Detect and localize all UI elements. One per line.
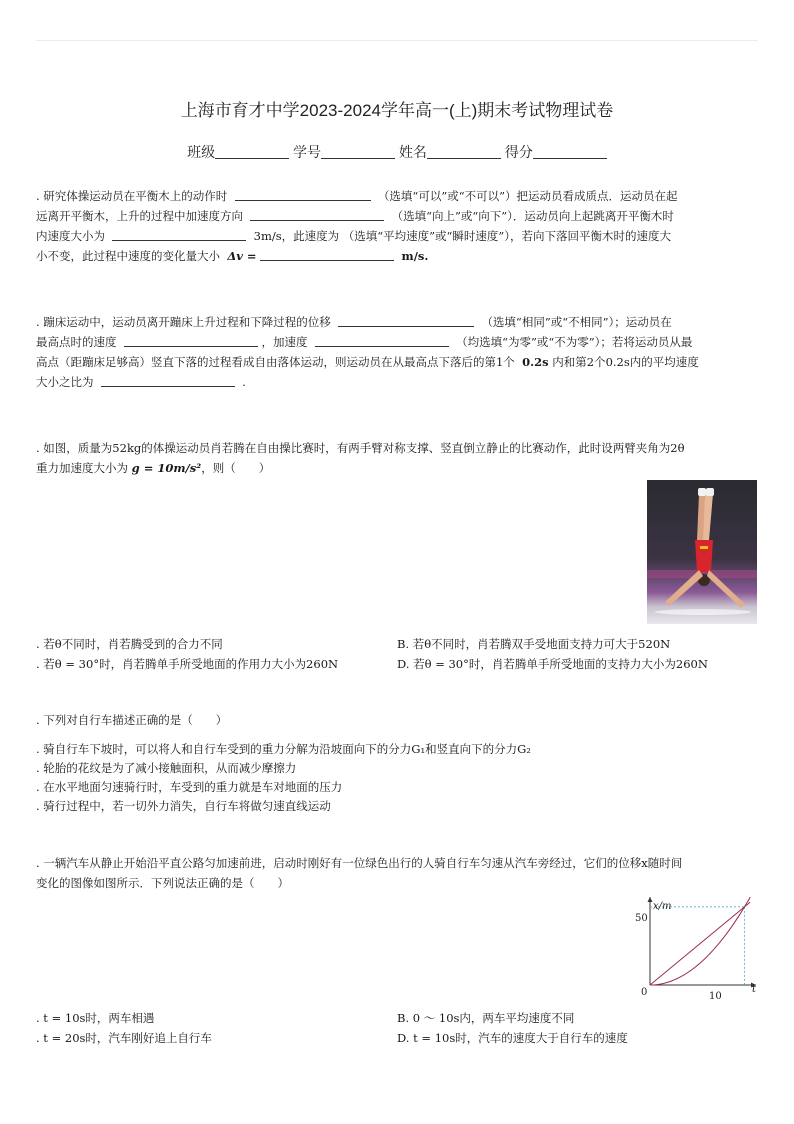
q5-line-1: . 一辆汽车从静止开始沿平直公路匀加速前进，启动时刚好有一位绿色出行的人骑自行车匀速从汽车旁经过，它们的位移x随时间: [36, 856, 683, 870]
graph-x-tick-10: 10: [709, 991, 722, 1002]
q1-line-3: 内速度大小为 3m/s，此速度为 （选填“平均速度”或“瞬时速度”），若向下落回平衡木时的速度大: [36, 229, 672, 243]
page-title: 上海市育才中学2023-2024学年高一(上)期末考试物理试卷: [180, 101, 614, 120]
q2-line-2: 最高点时的速度 ，加速度 （均选填“为零”或“不为零”）；若将运动员从最: [36, 335, 693, 349]
q3-option-b[interactable]: B. 若θ不同时，肖若腾双手受地面支持力可大于520N: [397, 637, 671, 651]
q4-option-a[interactable]: . 骑自行车下坡时，可以将人和自行车受到的重力分解为沿坡面向下的分力G₁和竖直向下的分力G₂: [36, 742, 531, 756]
q5-line-2: 变化的图像如图所示．下列说法正确的是（ ）: [36, 876, 289, 890]
graph-x-label: t: [752, 984, 757, 995]
student-info-line: [0, 142, 794, 162]
score-field[interactable]: [533, 144, 607, 159]
q2-blank-3[interactable]: [315, 334, 449, 347]
header-rule: [36, 40, 758, 41]
q4-option-d[interactable]: . 骑行过程中，若一切外力消失，自行车将做匀速直线运动: [36, 799, 331, 813]
q4-option-c[interactable]: . 在水平地面匀速骑行时，车受到的重力就是车对地面的压力: [36, 780, 343, 794]
q3-line-2: 重力加速度大小为 g = 10m/s²，则（ ）: [36, 461, 271, 475]
graph-y-tick-50: 50: [635, 913, 648, 924]
q5-option-d[interactable]: D. t = 10s时，汽车的速度大于自行车的速度: [397, 1031, 628, 1045]
q3-option-a[interactable]: . 若θ不同时，肖若腾受到的合力不同: [36, 637, 223, 651]
q1-line-2: 远离开平衡木，上升的过程中加速度方向 （选填“向上”或“向下”）．运动员向上起跳离开平衡木时: [36, 209, 674, 223]
y-axis-arrow: [648, 897, 653, 902]
q1-line-4: 小不变，此过程中速度的变化量大小 Δv = m/s.: [36, 249, 429, 263]
student-id-label: 学号: [293, 144, 322, 160]
series-bicycle: [650, 902, 750, 985]
class-field[interactable]: [215, 144, 289, 159]
graph-origin-label: 0: [641, 987, 648, 998]
gymnast-photo: [647, 480, 757, 624]
q3-line-1: . 如图，质量为52kg的体操运动员肖若腾在自由操比赛时，有两手臂对称支撑、竖直倒立静止的比赛动作，此时设两臂夹角为2θ: [36, 441, 685, 455]
q2-blank-4[interactable]: [101, 374, 235, 387]
q1-line-1: . 研究体操运动员在平衡木上的动作时 （选填“可以”或“不可以”）把运动员看成质点．运动员在起: [36, 189, 678, 203]
student-id-field[interactable]: [321, 144, 395, 159]
name-label: 姓名: [398, 144, 427, 160]
q5-option-c[interactable]: . t = 20s时，汽车刚好追上自行车: [36, 1031, 212, 1045]
q2-blank-2[interactable]: [124, 334, 258, 347]
q4-stem: . 下列对自行车描述正确的是（ ）: [36, 713, 228, 727]
class-label: 班级: [187, 144, 216, 160]
q3-option-c[interactable]: . 若θ = 30°时，肖若腾单手所受地面的作用力大小为260N: [36, 657, 339, 671]
q5-option-b[interactable]: B. 0 ～ 10s内，两车平均速度不同: [397, 1011, 575, 1025]
q4-option-b[interactable]: . 轮胎的花纹是为了减小接触面积，从而减少摩擦力: [36, 761, 297, 775]
q2-line-4: 大小之比为 .: [36, 375, 246, 389]
name-field[interactable]: [427, 144, 501, 159]
q1-blank-3[interactable]: [112, 228, 246, 241]
position-time-graph: [625, 895, 760, 1005]
q2-line-1: . 蹦床运动中，运动员离开蹦床上升过程和下降过程的位移 （选填“相同”或“不相同”）；运动员在: [36, 315, 672, 329]
graph-y-label: x/m: [653, 901, 672, 912]
score-label: 得分: [504, 144, 533, 160]
q5-option-a[interactable]: . t = 10s时，两车相遇: [36, 1011, 155, 1025]
q3-option-d[interactable]: D. 若θ = 30°时，肖若腾单手所受地面的支持力大小为260N: [397, 657, 708, 671]
q2-line-3: 高点（距蹦床足够高）竖直下落的过程看成自由落体运动，则运动员在从最高点下落后的第1个 0.2s 内和第2个0.2s内的平均速度: [36, 355, 699, 369]
q1-blank-4[interactable]: [260, 248, 394, 261]
q1-blank-2[interactable]: [250, 208, 384, 221]
q2-blank-1[interactable]: [338, 314, 474, 327]
q1-blank-1[interactable]: [235, 188, 371, 201]
